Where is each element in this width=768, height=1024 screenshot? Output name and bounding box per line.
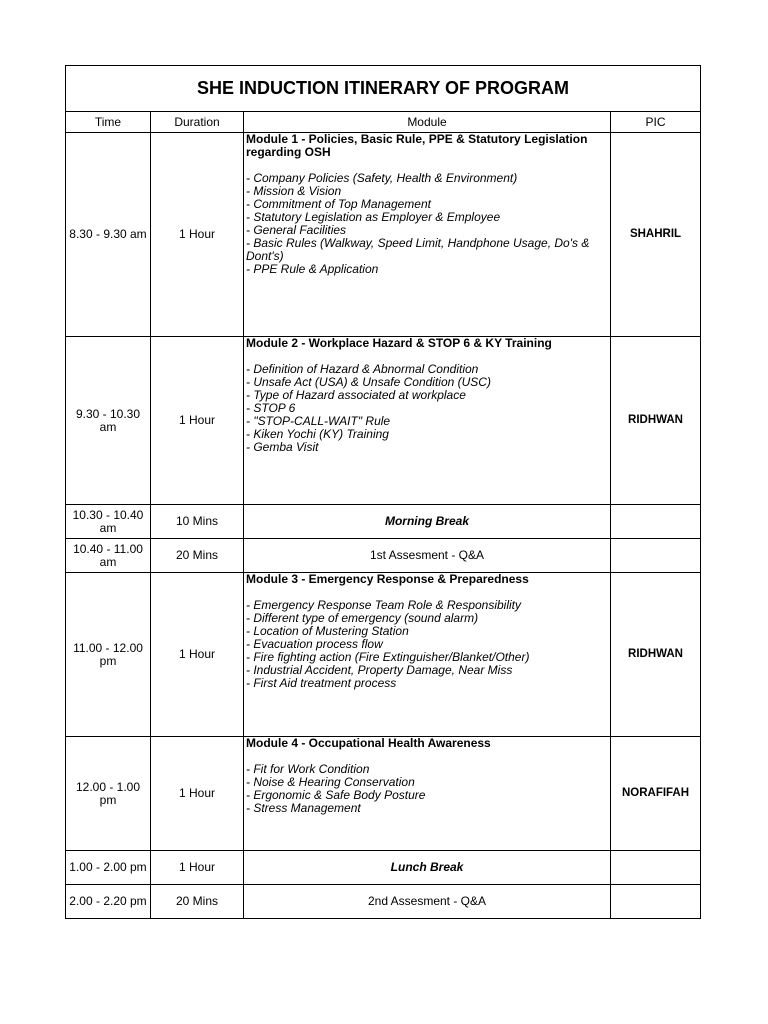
duration-cell: 1 Hour xyxy=(151,851,244,885)
duration-cell: 1 Hour xyxy=(151,573,244,737)
module-item: - Mission & Vision xyxy=(246,184,342,198)
module-item: - Noise & Hearing Conservation xyxy=(246,775,415,789)
pic-cell: SHAHRIL xyxy=(611,133,701,337)
module-cell xyxy=(244,737,611,851)
module-item: - Company Policies (Safety, Health & Environment) xyxy=(246,171,518,185)
module-item: - Ergonomic & Safe Body Posture xyxy=(246,788,426,802)
module-item: - First Aid treatment process xyxy=(246,676,397,690)
module-cell xyxy=(244,573,611,737)
module-cell: 1st Assesment - Q&A xyxy=(244,539,611,573)
header-row xyxy=(66,112,701,133)
time-cell: 12.00 - 1.00 pm xyxy=(66,737,151,851)
module-item: - Type of Hazard associated at workplace xyxy=(246,388,466,402)
module-item: - Different type of emergency (sound alarm) xyxy=(246,611,479,625)
table-row xyxy=(66,573,701,737)
module-item: - Evacuation process flow xyxy=(246,637,383,651)
table-row xyxy=(66,539,701,573)
pic-cell xyxy=(611,885,701,919)
duration-cell: 20 Mins xyxy=(151,539,244,573)
pic-cell xyxy=(611,851,701,885)
module-item: - PPE Rule & Application xyxy=(246,262,379,276)
module-item: - Location of Mustering Station xyxy=(246,624,409,638)
module-item: - Fit for Work Condition xyxy=(246,762,370,776)
table-row xyxy=(66,337,701,505)
pic-cell xyxy=(611,539,701,573)
module-item: - Statutory Legislation as Employer & Employee xyxy=(246,210,501,224)
table-row xyxy=(66,737,701,851)
module-cell xyxy=(244,337,611,505)
pic-cell: RIDHWAN xyxy=(611,573,701,737)
module-item: - Definition of Hazard & Abnormal Condition xyxy=(246,362,479,376)
document-title: SHE INDUCTION ITINERARY OF PROGRAM xyxy=(66,66,701,112)
module-item: - STOP 6 xyxy=(246,401,296,415)
duration-cell: 10 Mins xyxy=(151,505,244,539)
module-title: Module 3 - Emergency Response & Preparedness xyxy=(246,572,529,586)
table-row xyxy=(66,133,701,337)
module-cell xyxy=(244,133,611,337)
module-item: - Stress Management xyxy=(246,801,361,815)
module-item: - Gemba Visit xyxy=(246,440,319,454)
module-item: - Kiken Yochi (KY) Training xyxy=(246,427,389,441)
table-row xyxy=(66,505,701,539)
module-item: - Commitment of Top Management xyxy=(246,197,431,211)
module-item: - "STOP-CALL-WAIT" Rule xyxy=(246,414,391,428)
time-cell: 1.00 - 2.00 pm xyxy=(66,851,151,885)
module-cell: Morning Break xyxy=(244,505,611,539)
module-title: Module 1 - Policies, Basic Rule, PPE & Statutory Legislation regarding OSH xyxy=(246,132,588,159)
duration-cell: 20 Mins xyxy=(151,885,244,919)
time-cell: 10.30 - 10.40 am xyxy=(66,505,151,539)
module-item: - Fire fighting action (Fire Extinguisher/Blanket/Other) xyxy=(246,650,530,664)
time-cell: 8.30 - 9.30 am xyxy=(66,133,151,337)
header-duration: Duration xyxy=(151,112,244,133)
module-item: - Unsafe Act (USA) & Unsafe Condition (USC) xyxy=(246,375,491,389)
pic-cell: RIDHWAN xyxy=(611,337,701,505)
module-cell: Lunch Break xyxy=(244,851,611,885)
duration-cell: 1 Hour xyxy=(151,737,244,851)
module-item: - Industrial Accident, Property Damage, Near Miss xyxy=(246,663,513,677)
table-row xyxy=(66,885,701,919)
module-item: - Emergency Response Team Role & Responsibility xyxy=(246,598,522,612)
module-item: - General Facilities xyxy=(246,223,347,237)
duration-cell: 1 Hour xyxy=(151,337,244,505)
table-row xyxy=(66,851,701,885)
time-cell: 9.30 - 10.30 am xyxy=(66,337,151,505)
itinerary-table xyxy=(65,65,701,919)
module-title: Module 2 - Workplace Hazard & STOP 6 & KY Training xyxy=(246,336,552,350)
time-cell: 2.00 - 2.20 pm xyxy=(66,885,151,919)
time-cell: 10.40 - 11.00 am xyxy=(66,539,151,573)
header-time: Time xyxy=(66,112,151,133)
header-module: Module xyxy=(244,112,611,133)
header-pic: PIC xyxy=(611,112,701,133)
module-cell: 2nd Assesment - Q&A xyxy=(244,885,611,919)
pic-cell xyxy=(611,505,701,539)
module-item: - Basic Rules (Walkway, Speed Limit, Handphone Usage, Do's & Dont's) xyxy=(246,236,590,263)
time-cell: 11.00 - 12.00 pm xyxy=(66,573,151,737)
pic-cell: NORAFIFAH xyxy=(611,737,701,851)
duration-cell: 1 Hour xyxy=(151,133,244,337)
module-title: Module 4 - Occupational Health Awareness xyxy=(246,736,491,750)
